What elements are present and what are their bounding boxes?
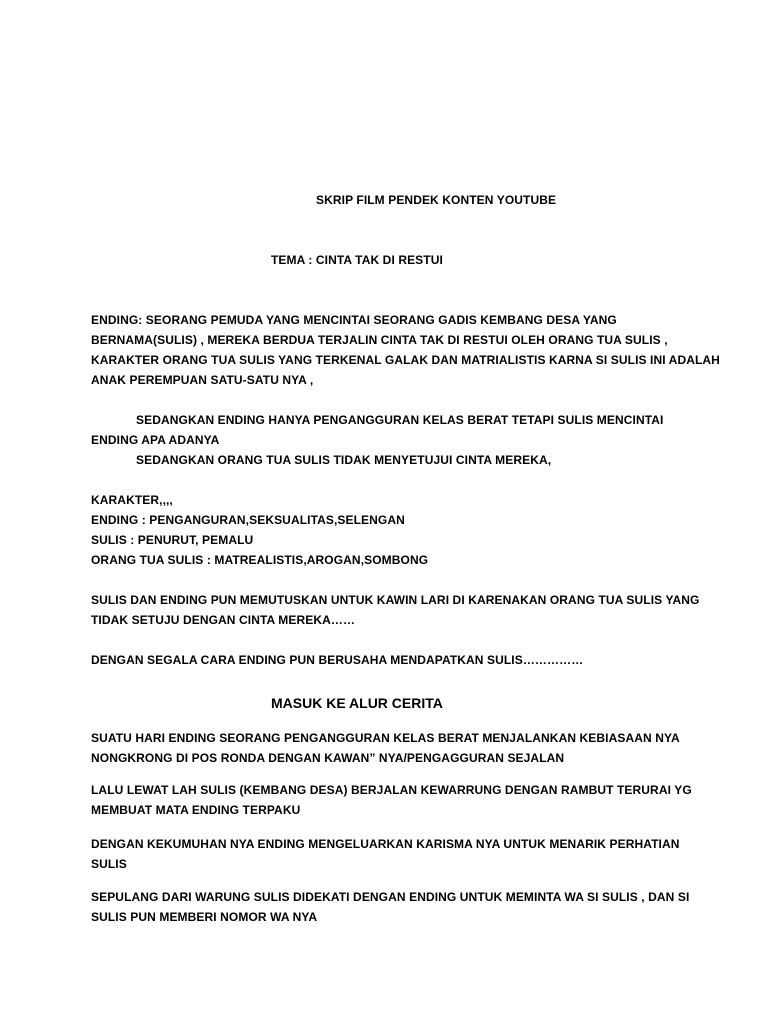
story-line: SULIS PUN MEMBERI NOMOR WA NYA — [91, 910, 318, 924]
story-line: MEMBUAT MATA ENDING TERPAKU — [91, 803, 301, 817]
story-line: LALU LEWAT LAH SULIS (KEMBANG DESA) BERJALAN KEWARRUNG DENGAN RAMBUT TERURAI YG — [91, 783, 692, 797]
character-line: ENDING : PENGANGURAN,SEKSUALITAS,SELENGAN — [91, 513, 405, 527]
story-line: SEPULANG DARI WARUNG SULIS DIDEKATI DENGAN ENDING UNTUK MEMINTA WA SI SULIS , DAN SI — [91, 890, 690, 904]
paragraph-line: DENGAN SEGALA CARA ENDING PUN BERUSAHA MENDAPATKAN SULIS…………… — [91, 653, 584, 667]
synopsis-line: ENDING: SEORANG PEMUDA YANG MENCINTAI SEORANG GADIS KEMBANG DESA YANG — [91, 313, 617, 327]
characters-heading: KARAKTER,,,, — [91, 493, 173, 507]
character-line: ORANG TUA SULIS : MATREALISTIS,AROGAN,SOMBONG — [91, 553, 429, 567]
synopsis-line: KARAKTER ORANG TUA SULIS YANG TERKENAL GALAK DAN MATRIALISTIS KARNA SI SULIS INI ADALAH — [91, 353, 720, 367]
paragraph-line: ENDING APA ADANYA — [91, 433, 220, 447]
paragraph-line: SEDANGKAN ORANG TUA SULIS TIDAK MENYETUJUI CINTA MEREKA, — [136, 453, 552, 467]
story-line: DENGAN KEKUMUHAN NYA ENDING MENGELUARKAN KARISMA NYA UNTUK MENARIK PERHATIAN — [91, 837, 680, 851]
document-theme: TEMA : CINTA TAK DI RESTUI — [271, 253, 443, 267]
story-line: NONGKRONG DI POS RONDA DENGAN KAWAN” NYA/PENGAGGURAN SEJALAN — [91, 751, 565, 765]
story-line: SUATU HARI ENDING SEORANG PENGANGGURAN KELAS BERAT MENJALANKAN KEBIASAAN NYA — [91, 731, 680, 745]
synopsis-line: ANAK PEREMPUAN SATU-SATU NYA , — [91, 373, 314, 387]
paragraph-line: TIDAK SETUJU DENGAN CINTA MEREKA…… — [91, 613, 356, 627]
synopsis-line: BERNAMA(SULIS) , MEREKA BERDUA TERJALIN CINTA TAK DI RESTUI OLEH ORANG TUA SULIS , — [91, 333, 668, 347]
character-line: SULIS : PENURUT, PEMALU — [91, 533, 254, 547]
document-title: SKRIP FILM PENDEK KONTEN YOUTUBE — [316, 193, 557, 207]
story-line: SULIS — [91, 857, 127, 871]
paragraph-line: SEDANGKAN ENDING HANYA PENGANGGURAN KELAS BERAT TETAPI SULIS MENCINTAI — [136, 413, 664, 427]
section-heading: MASUK KE ALUR CERITA — [271, 695, 443, 711]
paragraph-line: SULIS DAN ENDING PUN MEMUTUSKAN UNTUK KAWIN LARI DI KARENAKAN ORANG TUA SULIS YANG — [91, 593, 700, 607]
